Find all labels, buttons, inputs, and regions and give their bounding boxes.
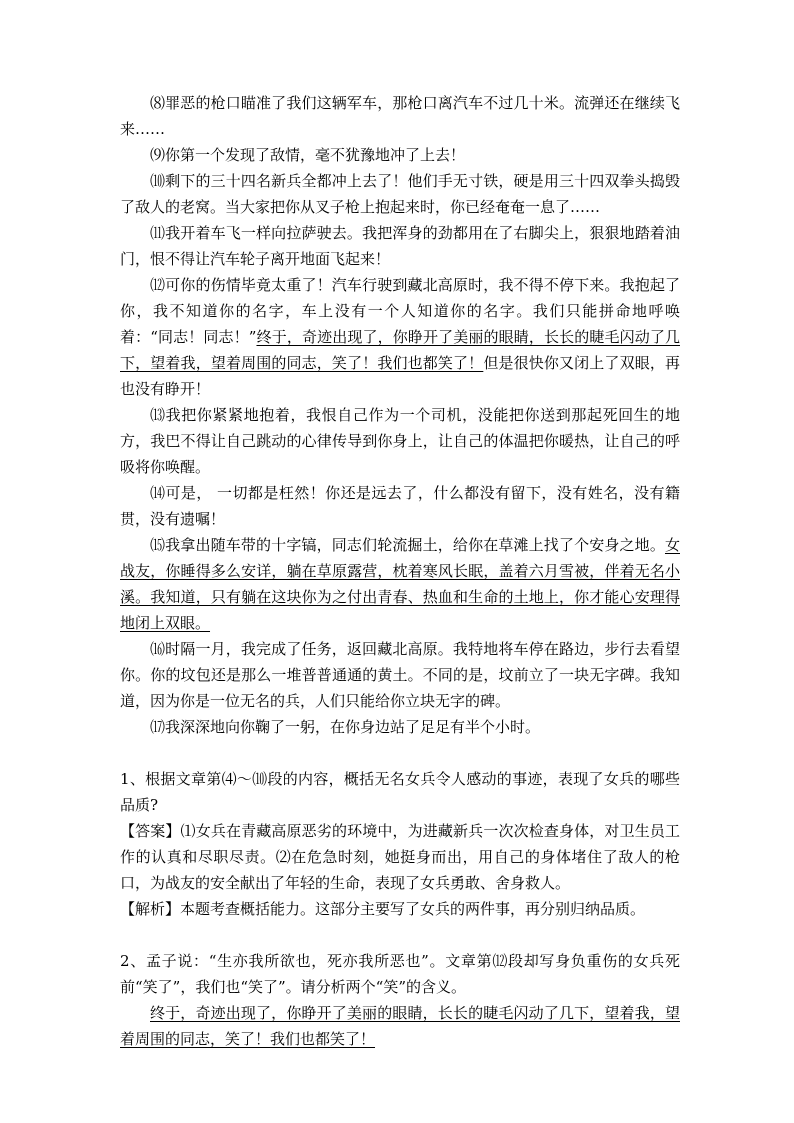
question-2: 2、孟子说：“生亦我所欲也，死亦我所恶也”。文章第⑿段却写身负重伤的女兵死前“笑了”，我们也“笑了”。请分析两个“笑”的含义。	[120, 952, 680, 996]
paragraph-9: ⑼你第一个发现了敌情，毫不犹豫地冲了上去！	[150, 146, 466, 164]
paragraph-11: ⑾我开着车飞一样向拉萨驶去。我把浑身的劲都用在了右脚尖上，狠狠地踏着油门，恨不得让汽车轮子离开地面飞起来！	[120, 224, 680, 268]
question-1: 1、根据文章第⑷～⑽段的内容，概括无名女兵令人感动的事迹，表现了女兵的哪些品质?	[120, 770, 680, 814]
spacer	[120, 740, 680, 766]
spacer	[120, 922, 680, 948]
paragraph-17: ⒄我深深地向你鞠了一躬，在你身边站了足足有半个小时。	[150, 718, 541, 736]
paragraph-15	[120, 532, 680, 636]
paragraph-14: ⒁可是， 一切都是枉然！你还是远去了，什么都没有留下，没有姓名，没有籍贯，没有遗嘱！	[120, 484, 680, 528]
paragraph-12-end: 但是很快你又闭上了双眼，再也没有睁开！	[120, 354, 680, 398]
paragraph-15-start: ⒂我拿出随车带的十字镐，同志们轮流掘土，给你在草滩上找了个安身之地。	[150, 536, 665, 554]
paragraph-12	[120, 272, 680, 402]
question-1-answer: 【答案】⑴女兵在青藏高原恶劣的环境中，为进藏新兵一次次检查身体，对卫生员工作的认真和尽职尽责。⑵在危急时刻，她挺身而出，用自己的身体堵住了敌人的枪口，为战友的安全献出了年轻的生命，表现了女兵勇敢、舍身救人。	[120, 822, 680, 892]
underlined-passage: 女战友，你睡得多么安详，躺在草原露营，枕着寒风长眠，盖着六月雪被，伴着无名小溪。我知道，只有躺在这块你为之付出青春、热血和生命的土地上，你才能心安理得地闭上双眼。	[120, 536, 680, 632]
underlined-quote: 终于，奇迹出现了，你睁开了美丽的眼睛，长长的睫毛闪动了几下，望着我，望着周围的同志，笑了！我们也都笑了！	[120, 328, 680, 372]
paragraph-16: ⒃时隔一月，我完成了任务，返回藏北高原。我特地将车停在路边，步行去看望你。你的坟包还是那么一堆普普通通的黄土。不同的是，坟前立了一块无字碑。我知道，因为你是一位无名的兵，人们只能给你立块无字的碑。	[120, 640, 680, 710]
paragraph-13: ⒀我把你紧紧地抱着，我恨自己作为一个司机，没能把你送到那起死回生的地方，我巴不得让自己跳动的心律传导到你身上，让自己的体温把你暖热，让自己的呼吸将你唤醒。	[120, 406, 680, 476]
document-page	[120, 90, 680, 1052]
question-1-analysis: 【解析】本题考查概括能力。这部分主要写了女兵的两件事，再分别归纳品质。	[120, 900, 646, 918]
question-2-quote: 终于，奇迹出现了，你睁开了美丽的眼睛，长长的睫毛闪动了几下，望着我，望着周围的同志，笑了！我们也都笑了！	[120, 1004, 680, 1048]
paragraph-10: ⑽剩下的三十四名新兵全都冲上去了！他们手无寸铁，硬是用三十四双拳头捣毁了敌人的老窝。当大家把你从叉子枪上抱起来时，你已经奄奄一息了……	[120, 172, 680, 216]
paragraph-12-start: ⑿可你的伤情毕竟太重了！汽车行驶到藏北高原时，我不得不停下来。我抱起了你，我不知道你的名字，车上没有一个人知道你的名字。我们只能拼命地呼唤着：“同志！同志！”	[120, 276, 680, 346]
paragraph-8: ⑻罪恶的枪口瞄准了我们这辆军车，那枪口离汽车不过几十米。流弹还在继续飞来……	[120, 94, 680, 138]
